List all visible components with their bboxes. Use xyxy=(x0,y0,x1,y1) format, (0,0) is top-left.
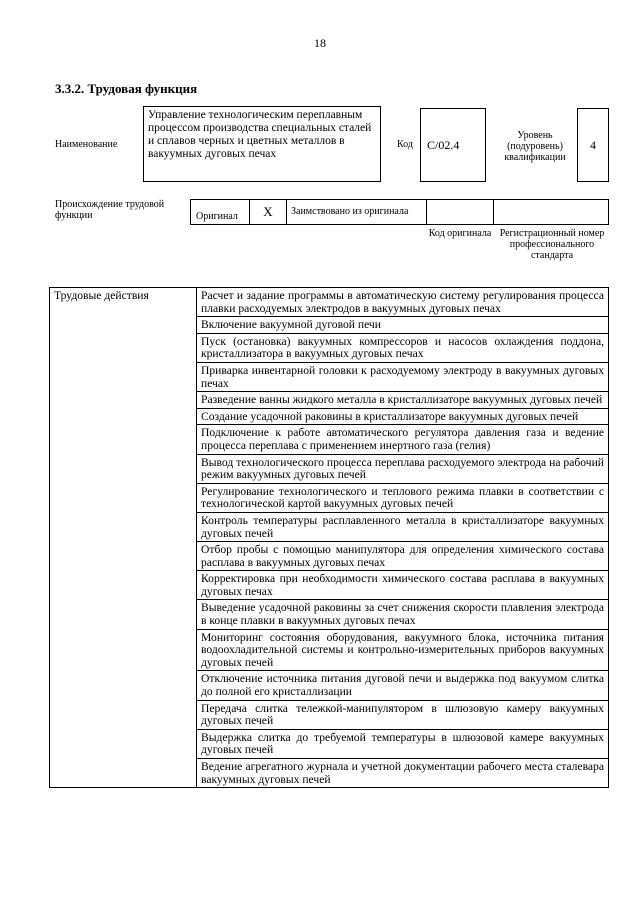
function-name: Управление технологическим переплавным процессом производства специальных сталей и сплавов черных и цветных металлов в вакуумных дуговых печах xyxy=(148,109,372,160)
code-value-box xyxy=(420,108,486,182)
action-item: Регулирование технологического и теплового режима плавки в соответствии с технологической картой вакуумных дуговых печей xyxy=(197,483,609,512)
action-item: Пуск (остановка) вакуумных компрессоров и насосов охлаждения поддона, кристаллизатора в вакуумных дуговых печах xyxy=(197,333,609,362)
borrowed-cell xyxy=(286,199,427,225)
action-item: Выдержка слитка до требуемой температуры в шлюзовой камере вакуумных дуговых печей xyxy=(197,729,609,758)
original-mark: X xyxy=(263,204,273,219)
borrowed-label: Заимствовано из оригинала xyxy=(291,206,409,217)
reg-number-cell xyxy=(493,199,609,225)
action-item: Приварка инвентарной головки к расходуемому электроду в вакуумных дуговых печах xyxy=(197,362,609,391)
action-item: Разведение ванны жидкого металла в кристаллизаторе вакуумных дуговых печей xyxy=(197,392,609,409)
page-number: 18 xyxy=(314,36,326,50)
action-item: Вывод технологического процесса переплава расходуемого электрода на рабочий режим вакуумных дуговых печей xyxy=(197,454,609,483)
original-label: Оригинал xyxy=(196,211,238,222)
code-original-label: Код оригинала xyxy=(428,228,492,239)
labor-actions-table xyxy=(49,287,609,788)
level-label: Уровень (подуровень) квалификации xyxy=(504,130,566,163)
action-item: Ведение агрегатного журнала и учетной документации рабочего места сталевара вакуумных дуговых печей xyxy=(197,759,609,788)
actions-label: Трудовые действия xyxy=(50,288,197,788)
code-original-cell xyxy=(426,199,494,225)
action-item: Корректировка при необходимости химического состава расплава в вакуумных дуговых печах xyxy=(197,571,609,600)
action-item: Отключение источника питания дуговой печи и выдержка под вакуумом слитка до полной его кристаллизации xyxy=(197,671,609,700)
origin-label: Происхождение трудовой функции xyxy=(55,199,165,221)
action-item: Отбор пробы с помощью манипулятора для определения химического состава расплава в вакуумных дуговых печах xyxy=(197,542,609,571)
function-name-box xyxy=(143,106,381,182)
action-item: Передача слитка тележкой-манипулятором в шлюзовую камеру вакуумных дуговых печей xyxy=(197,700,609,729)
code-label: Код xyxy=(397,139,413,150)
original-mark-cell xyxy=(249,199,287,225)
section-title: 3.3.2. Трудовая функция xyxy=(55,81,198,96)
action-item: Включение вакуумной дуговой печи xyxy=(197,317,609,334)
action-item: Создание усадочной раковины в кристаллизаторе вакуумных дуговых печей xyxy=(197,408,609,425)
action-item: Расчет и задание программы в автоматическую систему регулирования процесса плавки расходуемых электродов в вакуумных дуговых печах xyxy=(197,288,609,317)
action-item: Мониторинг состояния оборудования, вакуумного блока, источника питания водоохладительной системы и контрольно-измерительных приборов вакуумных дуговых печей xyxy=(197,629,609,671)
action-item: Контроль температуры расплавленного металла в кристаллизаторе вакуумных дуговых печей xyxy=(197,512,609,541)
reg-number-label: Регистрационный номер профессионального стандарта xyxy=(499,228,605,261)
table-row xyxy=(50,288,609,317)
action-item: Подключение к работе автоматического регулятора давления газа и ведение процесса переплава с применением инертного газа (гелия) xyxy=(197,425,609,454)
level-value: 4 xyxy=(590,137,596,152)
action-item: Выведение усадочной раковины за счет снижения скорости плавления электрода в конце плавки в вакуумных дуговых печах xyxy=(197,600,609,629)
level-value-box xyxy=(577,108,609,182)
original-cell xyxy=(190,199,250,225)
name-label: Наименование xyxy=(55,139,118,150)
code-value: C/02.4 xyxy=(427,137,460,152)
